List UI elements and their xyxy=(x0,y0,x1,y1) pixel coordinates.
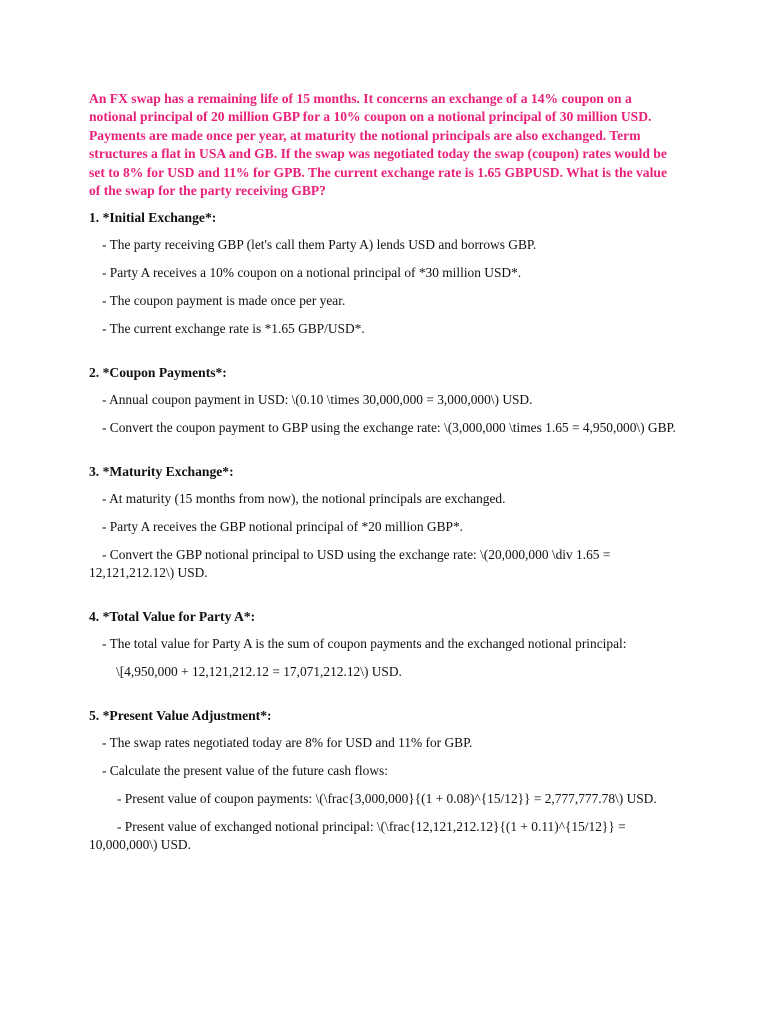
list-item: - Calculate the present value of the future cash flows: xyxy=(102,763,388,779)
list-item: - The total value for Party A is the sum of coupon payments and the exchanged notional principal: xyxy=(102,636,627,652)
section-coupon-payments xyxy=(89,364,681,437)
list-item: - Present value of exchanged notional principal: \(\frac{12,121,212.12}{(1 + 0.11)^{15/12}} = 10,000,000\) USD. xyxy=(89,819,626,853)
section-heading: 4. *Total Value for Party A*: xyxy=(89,609,256,625)
list-item: - Party A receives the GBP notional principal of *20 million GBP*. xyxy=(102,519,464,535)
list-item: - The coupon payment is made once per year. xyxy=(102,293,346,309)
list-item: - The party receiving GBP (let's call them Party A) lends USD and borrows GBP. xyxy=(102,237,537,253)
section-heading: 5. *Present Value Adjustment*: xyxy=(89,708,272,724)
document-page xyxy=(89,90,681,880)
list-item: - At maturity (15 months from now), the notional principals are exchanged. xyxy=(102,491,506,507)
list-item: - Convert the coupon payment to GBP using the exchange rate: \(3,000,000 \times 1.65 = 4,950,000\) GBP. xyxy=(102,420,676,436)
list-item: - Party A receives a 10% coupon on a notional principal of *30 million USD*. xyxy=(102,265,522,281)
section-present-value xyxy=(89,707,681,854)
list-item: - The current exchange rate is *1.65 GBP/USD*. xyxy=(102,321,365,337)
section-total-value xyxy=(89,608,681,681)
list-item: - Annual coupon payment in USD: \(0.10 \times 30,000,000 = 3,000,000\) USD. xyxy=(102,392,533,408)
list-item: - Present value of coupon payments: \(\frac{3,000,000}{(1 + 0.08)^{15/12}} = 2,777,777.78\) USD. xyxy=(117,791,657,807)
section-heading: 3. *Maturity Exchange*: xyxy=(89,464,234,480)
question-text: An FX swap has a remaining life of 15 months. It concerns an exchange of a 14% coupon on a notional principal of 20 million GBP for a 10% coupon on a notional principal of 30 million USD. Payments are made once per year, at maturity the notional principals are also exchanged. Term structures a flat in USA and GB. If the swap was negotiated today the swap (coupon) rates would be set to 8% for USD and 11% for GPB. The current exchange rate is 1.65 GBPUSD. What is the value of the swap for the party receiving GBP? xyxy=(89,91,667,199)
section-initial-exchange xyxy=(89,209,681,338)
list-item: - The swap rates negotiated today are 8% for USD and 11% for GBP. xyxy=(102,735,473,751)
section-heading: 2. *Coupon Payments*: xyxy=(89,365,227,381)
formula-line: \[4,950,000 + 12,121,212.12 = 17,071,212.12\) USD. xyxy=(116,664,402,680)
list-item: - Convert the GBP notional principal to USD using the exchange rate: \(20,000,000 \div 1.65 = 12,121,212.12\) USD. xyxy=(89,547,611,581)
section-maturity-exchange xyxy=(89,463,681,582)
section-heading: 1. *Initial Exchange*: xyxy=(89,210,217,226)
